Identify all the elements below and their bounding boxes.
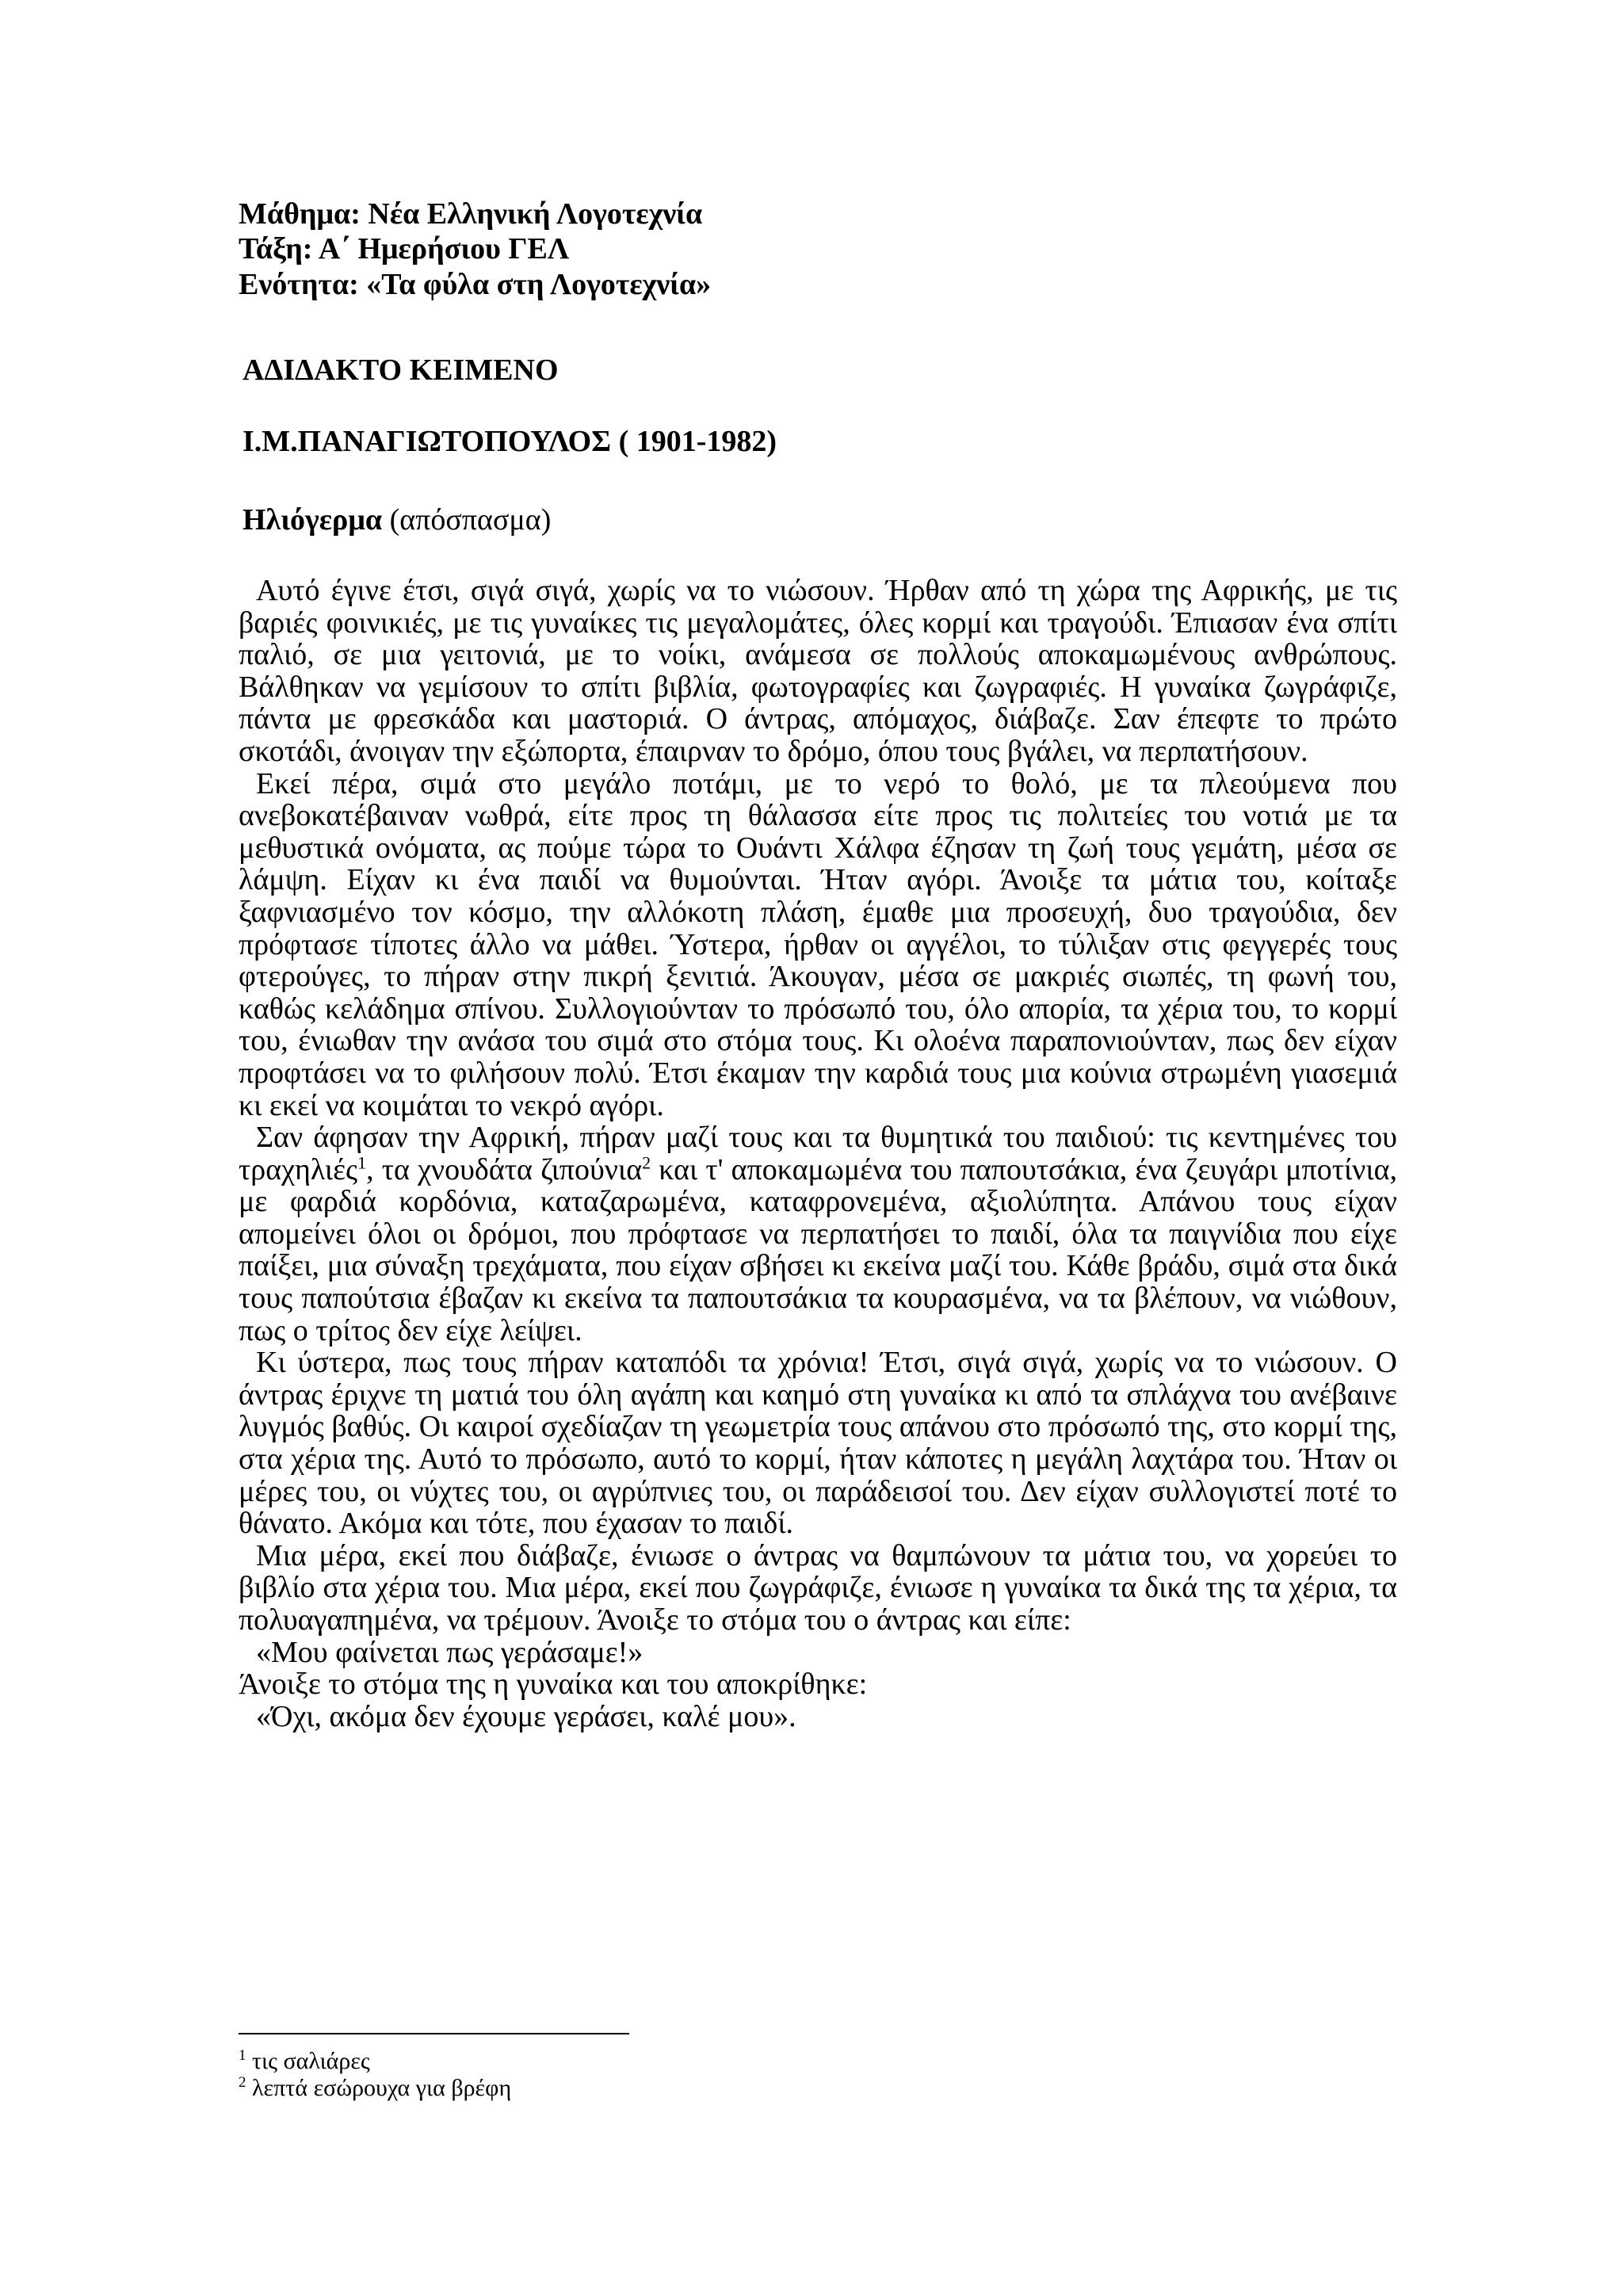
paragraph-1: Αυτό έγινε έτσι, σιγά σιγά, χωρίς να το νιώσουν. Ήρθαν από τη χώρα της Αφρικής, με τις βαριές φοινικιές, με τις γυναίκες τις μεγαλομάτες, όλες κορμί και τραγούδι. Έπιασαν ένα σπίτι παλιό, σε μια γειτονιά, με το νοίκι, ανάμεσα σε πολλούς αποκαμωμένους ανθρώπους. Βάλθηκαν να γεμίσουν το σπίτι βιβλία, φωτογραφίες και ζωγραφιές. Η γυναίκα ζωγράφιζε, πάντα με φρεσκάδα και μαστοριά. Ο άντρας, απόμαχος, διάβαζε. Σαν έπεφτε το πρώτο σκοτάδι, άνοιγαν την εξώπορτα, έπαιρναν το δρόμο, όπου τους βγάλει, να περπατήσουν. <box>239 574 1397 768</box>
work-title: Ηλιόγερμα <box>242 503 383 537</box>
section-label: ΑΔΙΔΑΚΤΟ ΚΕΙΜΕΝΟ <box>242 353 559 387</box>
paragraph-3: Σαν άφησαν την Αφρική, πήραν μαζί τους και τα θυμητικά του παιδιού: τις κεντημένες του τραχηλιές$^1$, τα χνουδάτα ζιπούνια$^2$ και τ' αποκαμωμένα του παπουτσάκια, ένα ζευγάρι μποτίνια, με φαρδιά κορδόνια, καταζαρωμένα, καταφρονεμένα, αξιολύπητα. Απάνου τους είχαν απομείνει όλοι οι δρόμοι, που πρόφτασε να περπατήσει το παιδί, όλα τα παιγνίδια που είχε παίξει, μια σύναξη τρεχάματα, που είχαν σβήσει κι εκείνα μαζί του. Κάθε βράδυ, σιμά στα δικά τους παπούτσια έβαζαν κι εκείνα τα παπουτσάκια τα κουρασμένα, να τα βλέπουν, να νιώθουν, πως ο τρίτος δεν είχε λείψει. <box>239 1121 1397 1347</box>
footnote-divider <box>239 2033 629 2034</box>
footnote-2: $^2$ λεπτά εσώρουχα για βρέφη <box>239 2074 512 2101</box>
main-text <box>239 575 1397 1733</box>
footnote-ref-1: 1 <box>357 1152 367 1173</box>
footnote-ref-2: 2 <box>642 1152 651 1173</box>
work-subtitle: (απόσπασμα) <box>389 503 552 537</box>
paragraph-5: Μια μέρα, εκεί που διάβαζε, ένιωσε ο άντρας να θαμπώνουν τα μάτια του, να χορεύει το βιβλίο στα χέρια του. Μια μέρα, εκεί που ζωγράφιζε, ένιωσε η γυναίκα τα δικά της τα χέρια, τα πολυαγαπημένα, να τρέμουν. Άνοιξε το στόμα του ο άντρας και είπε: <box>239 1538 1397 1637</box>
class-line: Τάξη: Α΄ Ημερήσιου ΓΕΛ <box>239 232 570 266</box>
subject-line: Μάθημα: Νέα Ελληνική Λογοτεχνία <box>239 197 703 231</box>
unit-line: Ενότητα: «Τα φύλα στη Λογοτεχνία» <box>239 268 712 301</box>
author-line: Ι.Μ.ΠΑΝΑΓΙΩΤΟΠΟΥΛΟΣ ( 1901-1982) <box>242 425 777 458</box>
dialogue-intro: Άνοιξε το στόμα της η γυναίκα και του αποκρίθηκε: <box>239 1668 868 1702</box>
paragraph-2: Εκεί πέρα, σιμά στο μεγάλο ποτάμι, με το νερό το θολό, με τα πλεούμενα που ανεβοκατέβαιναν νωθρά, είτε προς τη θάλασσα είτε προς τις πολιτείες του νοτιά με τα μεθυστικά ονόματα, ας πούμε τώρα το Ουάντι Χάλφα έζησαν τη ζωή τους γεμάτη, μέσα σε λάμψη. Είχαν κι ένα παιδί να θυμούνται. Ήταν αγόρι. Άνοιξε τα μάτια του, κοίταξε ξαφνιασμένο τον κόσμο, την αλλόκοτη πλάση, έμαθε μια προσευχή, δυο τραγούδια, δεν πρόφτασε τίποτες άλλο να μάθει. Ύστερα, ήρθαν οι αγγέλοι, το τύλιξαν στις φεγγερές τους φτερούγες, το πήραν στην πικρή ξενιτιά. Άκουγαν, μέσα σε μακριές σιωπές, τη φωνή του, καθώς κελάδημα σπίνου. Συλλογιούνταν το πρόσωπό του, όλο απορία, τα χέρια του, το κορμί του, ένιωθαν την ανάσα του σιμά στο στόμα τους. Κι ολοένα παραπονιούνταν, πως δεν είχαν προφτάσει να το φιλήσουν πολύ. Έτσι έκαμαν την καρδιά τους μια κούνια στρωμένη γιασεμιά κι εκεί να κοιμάται το νεκρό αγόρι. <box>239 766 1397 1122</box>
footnote-1: $^1$ τις σαλιάρες <box>239 2047 370 2074</box>
work-title-line <box>242 502 551 537</box>
dialogue-line-1: «Μου φαίνεται πως γεράσαμε!» <box>256 1635 643 1669</box>
paragraph-4: Κι ύστερα, πως τους πήραν καταπόδι τα χρόνια! Έτσι, σιγά σιγά, χωρίς να το νιώσουν. Ο άντρας έριχνε τη ματιά του όλη αγάπη και καημό στη γυναίκα κι από τα σπλάχνα του ανέβαινε λυγμός βαθύς. Οι καιροί σχεδίαζαν τη γεωμετρία τους απάνου στο πρόσωπό της, στο κορμί της, στα χέρια της. Αυτό το πρόσωπο, αυτό το κορμί, ήταν κάποτες η μεγάλη λαχτάρα του. Ήταν οι μέρες του, οι νύχτες του, οι αγρύπνιες του, οι παράδεισοί του. Δεν είχαν συλλογιστεί ποτέ το θάνατο. Ακόμα και τότε, που έχασαν το παιδί. <box>239 1346 1397 1541</box>
dialogue-line-2: «Όχι, ακόμα δεν έχουμε γεράσει, καλέ μου». <box>256 1699 796 1733</box>
